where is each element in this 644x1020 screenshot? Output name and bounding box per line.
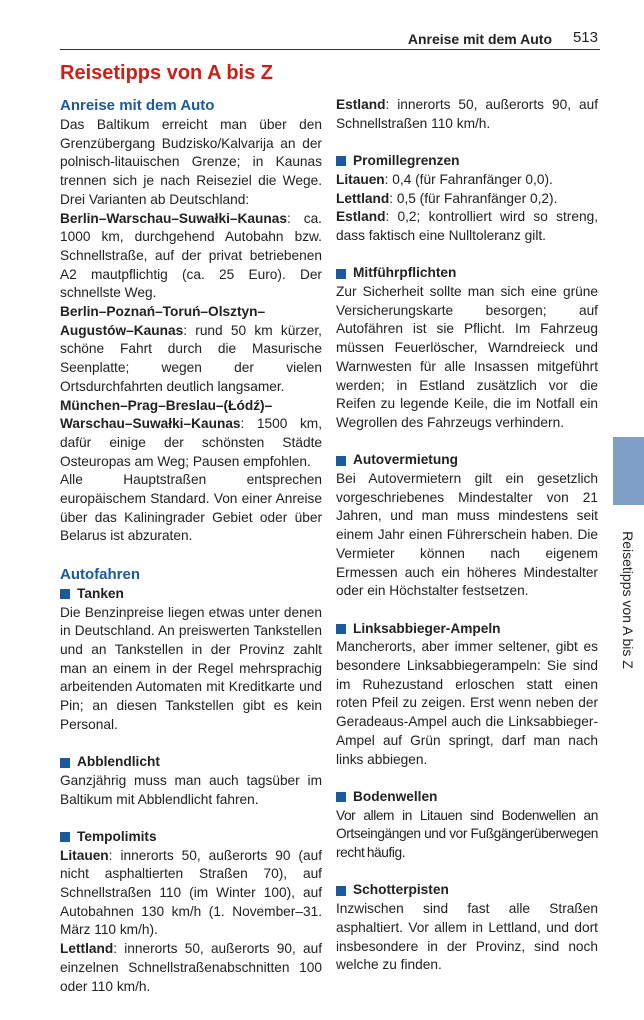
tempo-estland-label: Estland bbox=[336, 97, 386, 112]
square-bullet-icon bbox=[336, 886, 346, 896]
paragraph-bodenwellen: Vor allem in Litauen sind Bodenwellen an Ortseingängen und vor Fußgängerüberwegen recht häufig. bbox=[336, 807, 598, 861]
paragraph-linksabbieger: Mancherorts, aber immer seltener, gibt es besondere Linksabbiegerampeln: Sie sind im Ruhezustand erloschen statt einen roten Pfeil zu zeigen. Erst wenn neben der Geradeaus-Ampel auch die Linksabbieger-Ampel auf Grün springt, darf man nach links abbiegen. bbox=[336, 639, 598, 767]
paragraph-promille-lettland bbox=[336, 190, 598, 209]
subheading-autovermietung-label: Autovermietung bbox=[353, 452, 458, 468]
route2-name: Berlin–Poznań–Toruń–Olsztyn–Augustów–Kaunas bbox=[60, 304, 266, 338]
subheading-bodenwellen-label: Bodenwellen bbox=[353, 788, 438, 804]
section-heading-autofahren: Autofahren bbox=[60, 565, 140, 583]
subheading-mitfuehrpflichten-label: Mitführpflichten bbox=[353, 265, 457, 281]
subheading-promillegrenzen bbox=[336, 152, 598, 171]
paragraph-mitfuehrpflichten: Zur Sicherheit sollte man sich eine grüne Versicherungskarte besorgen; auf Autofähren ist sie Pflicht. Im Fahrzeug müssen Feuerlöscher, Warndreieck und Warnwesten für alle Insassen mitgeführt werden; in Estland zusätzlich vor die Reifen zu legende Keile, die im Notfall ein Wegrollen des Fahrzeugs verhindern. bbox=[336, 284, 598, 430]
paragraph-abblendlicht: Ganzjährig muss man auch tagsüber im Baltikum mit Abblendlicht fahren. bbox=[60, 772, 322, 807]
right-column bbox=[336, 96, 598, 975]
spacer bbox=[60, 734, 322, 753]
paragraph-tempo-lettland bbox=[60, 940, 322, 996]
square-bullet-icon bbox=[60, 832, 70, 842]
left-column bbox=[60, 96, 322, 996]
paragraph-route1 bbox=[60, 210, 322, 304]
spacer bbox=[336, 133, 598, 152]
route1-name: Berlin–Warschau–Suwałki–Kaunas bbox=[60, 210, 287, 226]
promille-lettland-text: : 0,5 (für Fahranfänger 0,2). bbox=[389, 190, 558, 206]
subheading-schotterpisten bbox=[336, 881, 598, 900]
paragraph-anreise-intro: Das Baltikum erreicht man über den Grenzübergang Budzisko/Kalvarija an der polnisch-litauischen Grenze; in Kaunas trennen sich je nach Reiseziel die Wege. Drei Varianten ab Deutschland: bbox=[60, 117, 322, 207]
tempo-lettland-label: Lettland bbox=[60, 941, 114, 957]
paragraph-tempo-litauen bbox=[60, 847, 322, 941]
paragraph-schotterpisten: Inzwischen sind fast alle Straßen asphaltiert. Vor allem in Lettland, und dort insbesondere in der Provinz, sind noch welche zu finden. bbox=[336, 901, 598, 973]
promille-lettland-label: Lettland bbox=[336, 190, 390, 206]
square-bullet-icon bbox=[336, 269, 346, 279]
chapter-thumb-tab bbox=[613, 437, 644, 505]
promille-estland-text: : 0,2; kontrolliert wird so streng, dass faktisch eine Nulltoleranz gilt. bbox=[336, 209, 598, 243]
subheading-linksabbieger-label: Linksabbieger-Ampeln bbox=[353, 620, 501, 636]
tempo-litauen-label: Litauen bbox=[60, 847, 109, 863]
tempo-estland-text: : innerorts 50, außerorts 90, auf Schnellstraßen 110 km/h. bbox=[336, 97, 598, 131]
spacer bbox=[60, 809, 322, 828]
paragraph-promille-litauen bbox=[336, 171, 598, 190]
subheading-tempolimits-label: Tempolimits bbox=[77, 828, 157, 844]
tempo-litauen-text: : innerorts 50, außerorts 90 (auf nicht asphaltierten Straßen 70), auf Schnellstraßen 110 (im Winter 100), auf Autobahnen 130 km/h (1. November–31. März 110 km/h). bbox=[60, 847, 322, 938]
paragraph-anreise-outro: Alle Hauptstraßen entsprechen europäischem Standard. Von einer Anreise über das Kaliningrader Gebiet oder über Belarus ist abzuraten. bbox=[60, 472, 322, 544]
header-rule bbox=[60, 49, 600, 50]
spacer bbox=[336, 863, 598, 882]
square-bullet-icon bbox=[336, 624, 346, 634]
chapter-side-label: Reisetipps von A bis Z bbox=[620, 531, 636, 669]
route3-name: München–Prag–Breslau–(Łódź)–Warschau–Suwałki–Kaunas bbox=[60, 397, 273, 432]
paragraph-route3 bbox=[60, 397, 322, 472]
subheading-autovermietung bbox=[336, 451, 598, 470]
page-number: 513 bbox=[572, 29, 598, 46]
section-heading-anreise: Anreise mit dem Auto bbox=[60, 97, 215, 114]
spacer bbox=[336, 769, 598, 788]
paragraph-autovermietung: Bei Autovermietern gilt ein gesetzlich vorgeschriebenes Mindestalter von 21 Jahren, und man muss mindestens seit einem Jahr einen Führerschein haben. Die Vermieter können nach eigenem Ermessen auch ein höheres Mindestalter oder ein Höchstalter festsetzen. bbox=[336, 471, 598, 599]
route3-text: : 1500 km, dafür einige der schönsten Städte Osteuropas am Weg; Pausen empfohlen. bbox=[60, 416, 322, 469]
promille-litauen-text: : 0,4 (für Fahranfänger 0,0). bbox=[384, 171, 553, 187]
paragraph-tempo-estland bbox=[336, 96, 598, 133]
square-bullet-icon bbox=[60, 758, 70, 768]
spacer bbox=[336, 433, 598, 452]
subheading-schotterpisten-label: Schotterpisten bbox=[353, 882, 449, 898]
route1-text: : ca. 1000 km, durchgehend Autobahn bzw. Schnellstraße, auf der privat betriebenen A2 mautpflichtig (ca. 25 Euro). Der schnellste Weg. bbox=[60, 210, 322, 301]
subheading-bodenwellen bbox=[336, 788, 598, 807]
subheading-abblendlicht-label: Abblendlicht bbox=[77, 754, 160, 770]
square-bullet-icon bbox=[60, 589, 70, 599]
spacer bbox=[336, 601, 598, 620]
paragraph-route2 bbox=[60, 303, 322, 397]
paragraph-tanken: Die Benzinpreise liegen etwas unter denen in Deutschland. An preiswerten Tankstellen und an Tankstellen in der Provinz zahlt man an einem in der Regel mehrsprachig arbeitenden Automaten mit Kreditkarte und Pin; an diesen Tankstellen gibt es kein Personal. bbox=[60, 604, 322, 732]
subheading-promillegrenzen-label: Promillegrenzen bbox=[353, 153, 460, 169]
tempo-lettland-text: : innerorts 50, außerorts 90, auf einzelnen Schnellstraßenabschnitten 100 oder 110 km/h. bbox=[60, 941, 322, 994]
square-bullet-icon bbox=[336, 156, 346, 166]
square-bullet-icon bbox=[336, 792, 346, 802]
square-bullet-icon bbox=[336, 456, 346, 466]
promille-litauen-label: Litauen bbox=[336, 171, 385, 187]
subheading-abblendlicht bbox=[60, 753, 322, 772]
paragraph-promille-estland bbox=[336, 208, 598, 245]
subheading-tanken-label: Tanken bbox=[77, 585, 124, 601]
subheading-linksabbieger bbox=[336, 620, 598, 639]
spacer bbox=[336, 246, 598, 265]
promille-estland-label: Estland bbox=[336, 209, 386, 225]
subheading-tanken bbox=[60, 585, 322, 604]
running-head: Anreise mit dem Auto bbox=[407, 31, 552, 47]
route2-text: : rund 50 km kürzer, schöne Fahrt durch die Masurische Seenplatte; wegen der vielen Ortsdurchfahrten deutlich langsamer. bbox=[60, 322, 322, 394]
subheading-mitfuehrpflichten bbox=[336, 264, 598, 283]
subheading-tempolimits bbox=[60, 828, 322, 847]
spacer bbox=[60, 546, 322, 565]
page-title: Reisetipps von A bis Z bbox=[60, 62, 273, 84]
